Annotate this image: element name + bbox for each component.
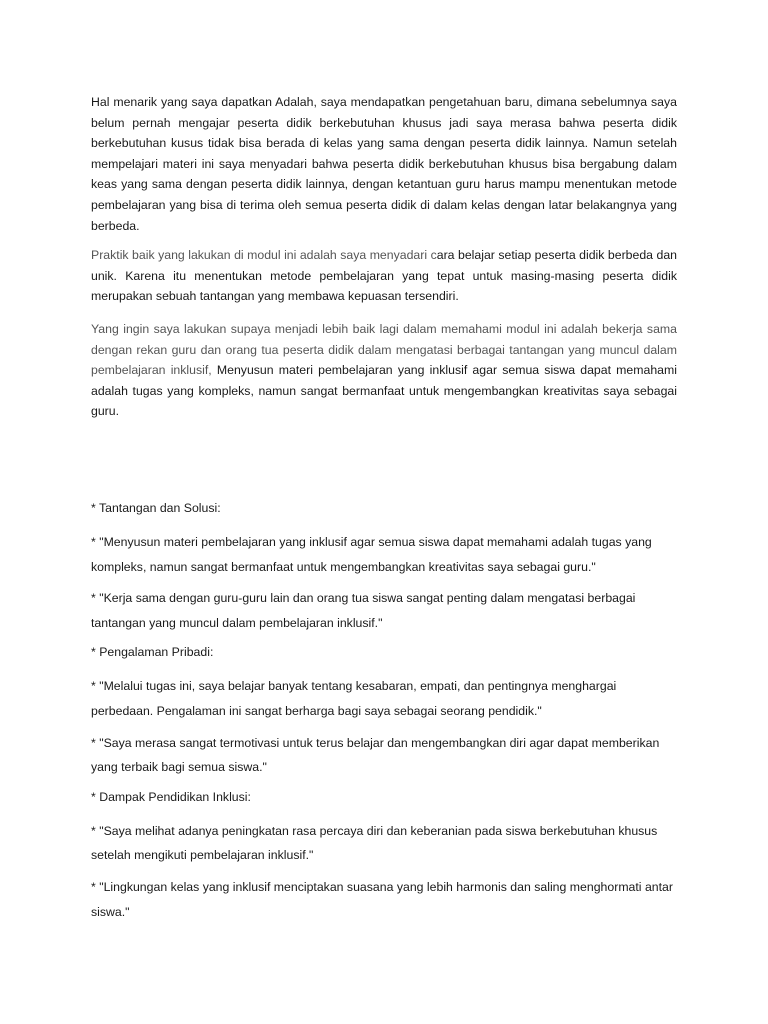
- list-heading: * Dampak Pendidikan Inklusi:: [91, 789, 251, 804]
- paragraph-lead-text: Praktik baik yang lakukan di modul ini adalah saya menyadari c: [91, 248, 437, 263]
- list-item: * "Melalui tugas ini, saya belajar banyak tentang kesabaran, empati, dan pentingnya menghargai perbedaan. Pengalaman ini sangat berharga bagi saya sebagai seorang pendidik.": [91, 679, 617, 718]
- paragraph-insight: [91, 92, 677, 236]
- paragraph-lead-text: Yang ingin saya lakukan supaya menjadi lebih baik lagi dalam memahami modul ini adalah bekerja sama dengan rekan guru dan orang tua peserta didik dalam mengatasi berbagai tantangan yang muncul dalam pembelajaran inklusif,: [91, 321, 677, 378]
- list-item: * "Lingkungan kelas yang inklusif menciptakan suasana yang lebih harmonis dan saling menghormati antar siswa.": [91, 879, 673, 919]
- bullet-list: [91, 498, 681, 931]
- list-heading: * Pengalaman Pribadi:: [91, 645, 214, 660]
- paragraph-text: Menyusun materi pembelajaran yang inklusif agar semua siswa dapat memahami adalah tugas yang kompleks, namun sangat bermanfaat untuk mengembangkan kreativitas saya sebagai guru.: [91, 363, 677, 419]
- list-heading: * Tantangan dan Solusi:: [91, 501, 221, 515]
- document-body: [91, 92, 677, 422]
- paragraph-good-practice: [91, 245, 677, 307]
- list-item: * "Menyusun materi pembelajaran yang inklusif agar semua siswa dapat memahami adalah tugas yang kompleks, namun sangat bermanfaat untuk mengembangkan kreativitas saya sebagai guru.": [91, 535, 652, 574]
- list-item: * "Saya merasa sangat termotivasi untuk terus belajar dan mengembangkan diri agar dapat memberikan yang terbaik bagi semua siswa.": [91, 735, 660, 775]
- paragraph-text: ara belajar setiap peserta didik berbeda dan unik. Karena itu menentukan metode pembelajaran yang tepat untuk masing-masing peserta didik merupakan sebuah tantangan yang membawa kepuasan tersendiri.: [91, 248, 678, 304]
- list-item: * "Saya melihat adanya peningkatan rasa percaya diri dan keberanian pada siswa berkebutuhan khusus setelah mengikuti pembelajaran inklusif.": [91, 823, 658, 863]
- paragraph-improvement: [91, 319, 677, 422]
- paragraph-text: Hal menarik yang saya dapatkan Adalah, saya mendapatkan pengetahuan baru, dimana sebelumnya saya belum pernah mengajar peserta didik berkebutuhan khusus jadi saya merasa bahwa peserta didik berkebutuhan kusus tidak bisa berada di kelas yang sama dengan peserta didik lainnya. Namun setelah mempelajari materi ini saya menyadari bahwa peserta didik berkebutuhan khusus bisa bergabung dalam keas yang sama dengan peserta didik lainnya, dengan ketantuan guru harus mampu menentukan metode pembelajaran yang bisa di terima oleh semua peserta didik di dalam kelas dengan latar belakangnya yang berbeda.: [91, 95, 677, 233]
- list-item: * "Kerja sama dengan guru-guru lain dan orang tua siswa sangat penting dalam mengatasi berbagai tantangan yang muncul dalam pembelajaran inklusif.": [91, 591, 636, 630]
